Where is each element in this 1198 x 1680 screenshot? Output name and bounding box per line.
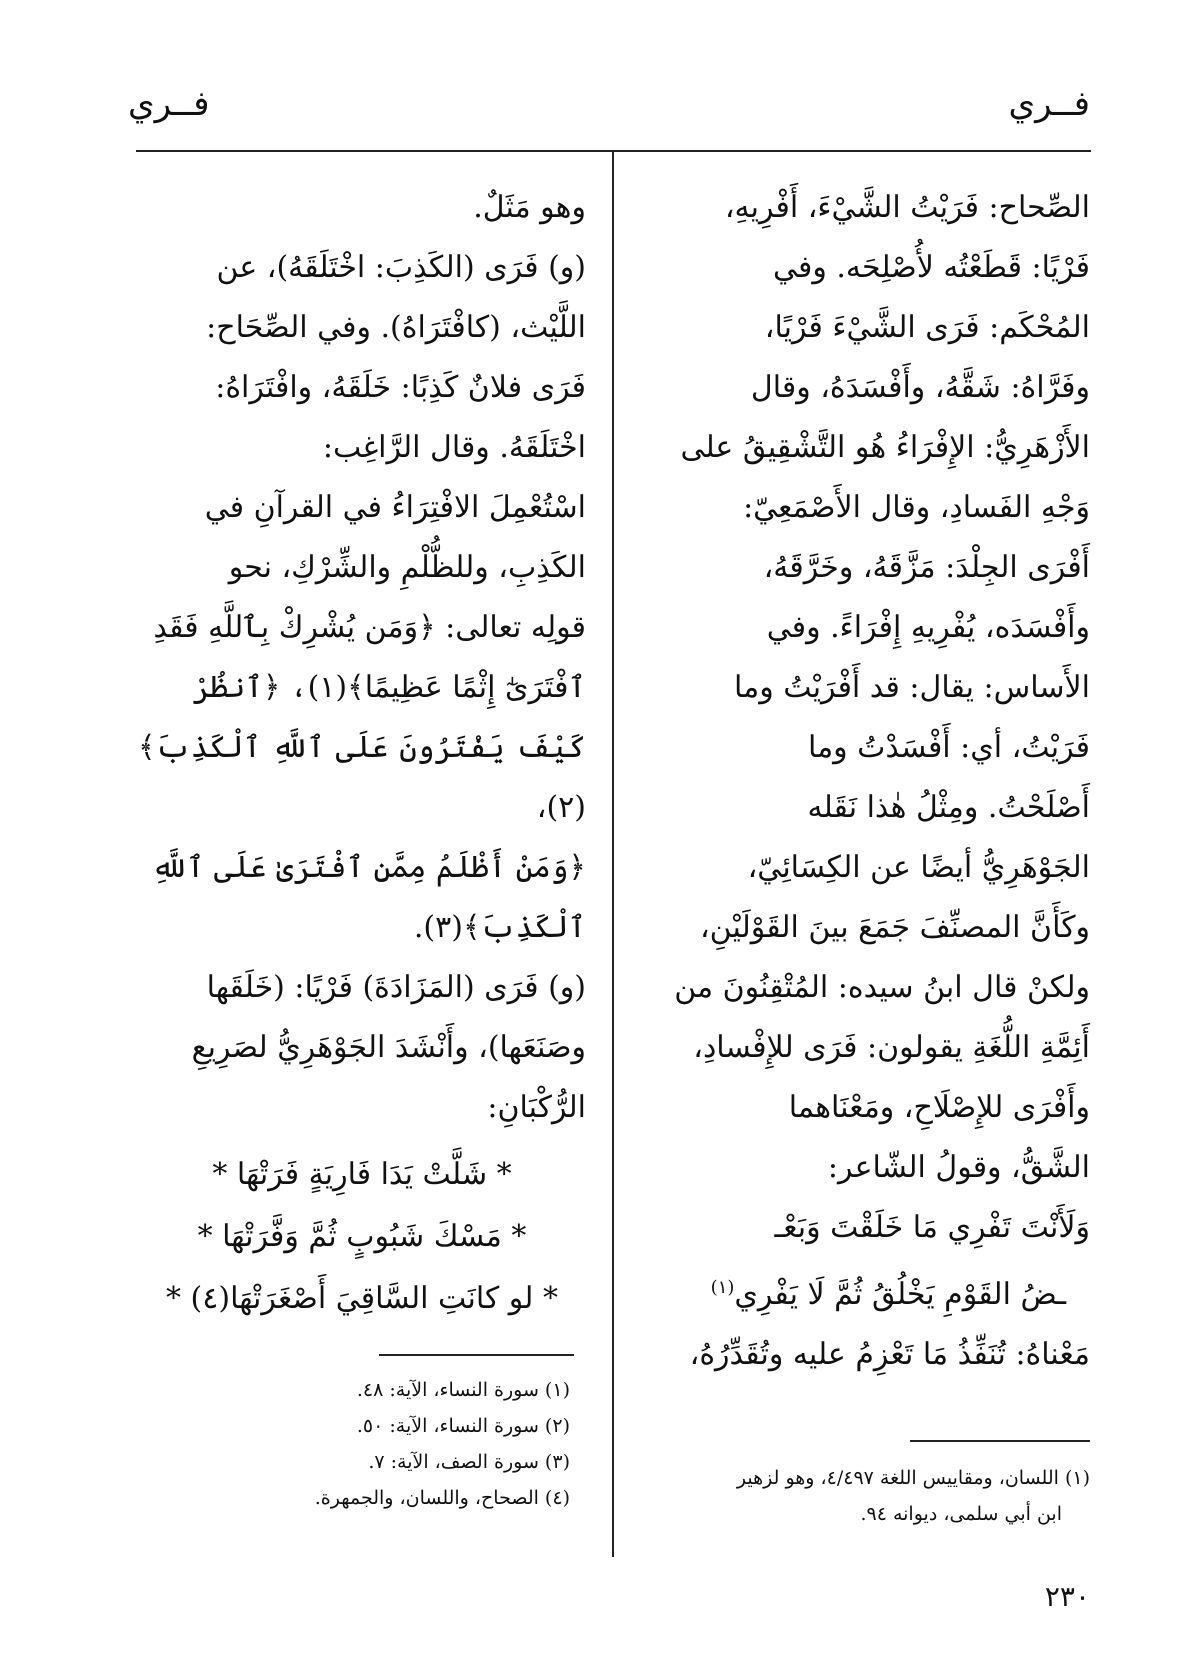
text-line: وصَنَعَها)، وأَنْشَدَ الجَوْهَرِيُّ لصَرِيعِ: [191, 1030, 586, 1065]
poem-line: * شَلَّتْ يَدَا فَارِيَةٍ فَرَتْهَا *: [212, 1157, 512, 1192]
page-number: ٢٣٠: [1044, 1580, 1090, 1613]
footnote-rule-left: [379, 1354, 574, 1356]
text-line: وهو مَثَلٌ.: [473, 190, 586, 225]
text-line: الأَزْهَرِيُّ: الإِفْرَاءُ هُو التَّشْقِيقُ على: [680, 430, 1090, 465]
poem-line: * مَسْكَ شَبُوبٍ ثُمَّ وَفَّرَتْهَا *: [197, 1219, 527, 1254]
verse-line-1: وَلَأَنْتَ تَفْرِي مَا خَلَقْتَ وَبَعْـ: [774, 1210, 1090, 1245]
footnote: ابن أبي سلمى، ديوانه ٩٤.: [860, 1503, 1062, 1525]
text-line: أَئِمَّةِ اللُّغَةِ يقولون: فَرَى للإِفْسادِ،: [693, 1030, 1090, 1065]
text-line: (و) فَرَى (المَزَادَةَ) فَرْيًا: (خَلَقَها: [206, 970, 586, 1005]
text-line: الكَذِبِ، وللظُّلْمِ والشِّرْكِ، نحو: [228, 550, 586, 585]
quran-line: ٱفْتَرَىٰٓ إِثْمًا عَظِيمًا﴾(١)، ﴿ٱنظُرْ: [192, 670, 586, 705]
poem-block: [138, 1144, 586, 1330]
footnote: (١) سورة النساء، الآية: ٤٨.: [356, 1379, 570, 1401]
running-header-right: فــري: [1008, 84, 1090, 124]
footnote-rule-right: [910, 1440, 1090, 1442]
text-line: فَرْيًا: قَطَعْتُه لأُصْلِحَه. وفي: [773, 250, 1090, 285]
verse-text: ـضُ القَوْمِ يَخْلُقُ ثُمَّ لَا يَفْرِي: [734, 1277, 1066, 1312]
text-line: (و) فَرَى (الكَذِبَ: اخْتَلَقَهُ)، عن: [216, 250, 586, 285]
column-right: [620, 178, 1090, 1385]
footnotes-left: [130, 1372, 570, 1516]
footnote: (٣) سورة الصف، الآية: ٧.: [368, 1451, 570, 1473]
footnote-mark: (١): [710, 1277, 735, 1298]
text-line: الأَساس: يقال: قد أَفْرَيْتُ وما: [734, 670, 1090, 705]
text-line: اخْتَلَقَهُ. وقال الرَّاغِب:: [322, 430, 586, 465]
text-line: اسْتُعْمِلَ الافْتِرَاءُ في القرآنِ في: [204, 490, 586, 525]
text-line: وفَرَّاهُ: شَقَّهُ، وأَفْسَدَهُ، وقال: [750, 370, 1090, 405]
footnote: (٤) الصحاح، واللسان، والجمهرة.: [314, 1487, 570, 1509]
quran-line: كَيْفَ يَفْتَرُونَ عَلَى ٱللَّهِ ٱلْكَذِبَ﴾(٢)،: [138, 730, 586, 825]
text-line: المُحْكَم: فَرَى الشَّيْءَ فَرْيًا،: [764, 310, 1090, 345]
quran-line: ٱلْكَذِبَ﴾(٣).: [413, 910, 586, 945]
poem-line: * لو كانَتِ السَّاقِيَ أَصْغَرَتْهَا(٤) *: [166, 1281, 558, 1316]
column-left: [138, 178, 586, 1330]
text-line: وأَفْرَى للإِصْلَاحِ، ومَعْنَاهما: [788, 1090, 1090, 1125]
text-line: وَجْهِ الفَسادِ، وقال الأَصْمَعِيّ:: [743, 490, 1090, 525]
text-line: فَرَى فلانٌ كَذِبًا: خَلَقَهُ، وافْتَرَاهُ:: [215, 370, 586, 405]
text-line: الرُّكْبَانِ:: [487, 1090, 586, 1125]
running-header-left: فــري: [128, 84, 210, 124]
text-line: الشَّقُّ، وقولُ الشّاعر:: [827, 1150, 1090, 1185]
text-line: ولكنْ قال ابنُ سيده: المُتْقِنُونَ من: [674, 970, 1090, 1005]
text-line: وأَفْسَدَه، يُفْرِيهِ إِفْرَاءً. وفي: [766, 610, 1090, 645]
text-line: أَفْرَى الجِلْدَ: مَزَّقَهُ، وخَرَّقَهُ،: [763, 550, 1090, 585]
text-line: أَصْلَحْتُ. ومِثْلُ هٰذا نَقَله: [807, 790, 1090, 825]
footnote: (٢) سورة النساء، الآية: ٥٠.: [356, 1415, 570, 1437]
text-line: الصِّحاح: فَرَيْتُ الشَّيْءَ، أَفْرِيهِ،: [724, 190, 1090, 225]
text-line: قولِه تعالى: ﴿وَمَن يُشْرِكْ بِٱللَّهِ فَقَدِ: [153, 610, 586, 645]
text-line: فَرَيْتُ، أي: أَفْسَدْتُ وما: [807, 730, 1090, 765]
footnote: (١) اللسان، ومقاييس اللغة ٤/٤٩٧، وهو لزهير: [736, 1467, 1090, 1489]
verse-line-2: [620, 1258, 1090, 1325]
column-divider: [612, 152, 614, 1557]
quran-line: ﴿وَمَنْ أَظْلَمُ مِمَّنِ ٱفْتَرَىٰ عَلَى ٱللَّهِ: [151, 850, 586, 885]
footnotes-right: [620, 1460, 1090, 1532]
text-line: الجَوْهَرِيُّ أيضًا عن الكِسَائِيّ،: [747, 850, 1090, 885]
text-line: وكَأَنَّ المصنِّفَ جَمَعَ بينَ القَوْلَيْنِ،: [700, 910, 1090, 945]
text-line: اللَّيْث، (كافْتَرَاهُ). وفي الصِّحَاح:: [206, 310, 586, 345]
text-line: مَعْناهُ: تُنَفِّذُ مَا تَعْزِمُ عليه وتُقَدِّرُهُ،: [689, 1337, 1090, 1372]
